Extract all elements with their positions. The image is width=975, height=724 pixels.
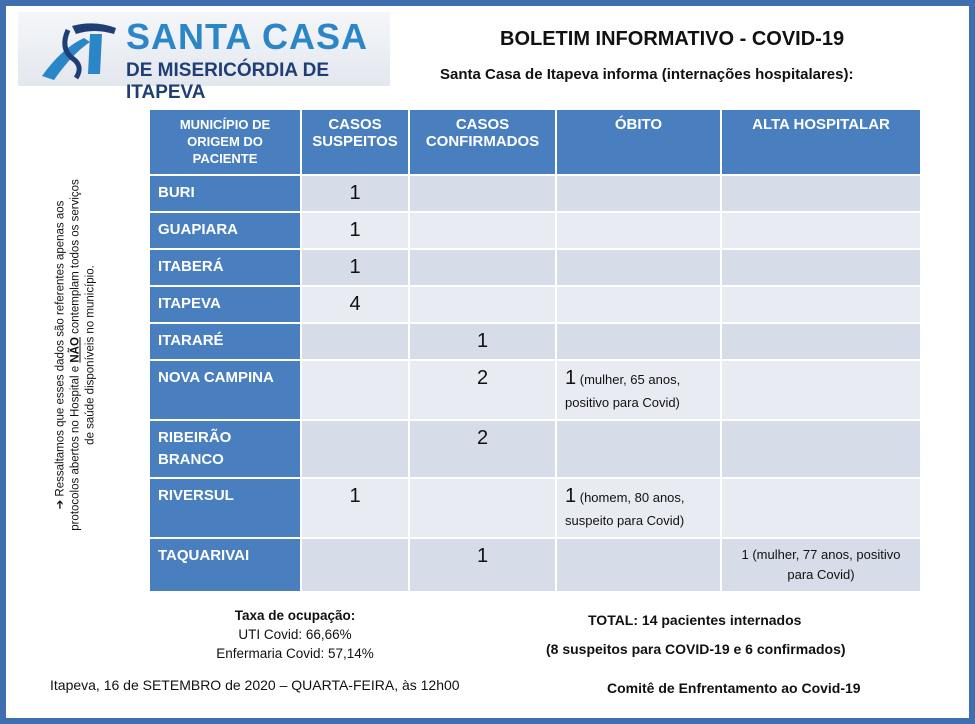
total-patients: TOTAL: 14 pacientes internados	[588, 612, 802, 628]
obito-cell: 1 (mulher, 65 anos, positivo para Covid)	[557, 361, 720, 419]
alta-cell	[722, 324, 920, 359]
obito-cell	[557, 176, 720, 211]
suspeitos-cell	[302, 324, 408, 359]
municipio-cell: TAQUARIVAI	[150, 539, 300, 591]
confirmados-cell	[410, 479, 555, 537]
obito-cell	[557, 324, 720, 359]
obito-cell	[557, 213, 720, 248]
col-suspeitos: CASOS SUSPEITOS	[302, 110, 408, 174]
table-row	[150, 361, 920, 419]
cases-table	[148, 108, 922, 593]
municipio-cell: ITABERÁ	[150, 250, 300, 285]
logo-title: SANTA CASA	[126, 16, 368, 57]
alta-cell	[722, 213, 920, 248]
confirmados-cell	[410, 176, 555, 211]
obito-cell	[557, 250, 720, 285]
municipio-cell: RIVERSUL	[150, 479, 300, 537]
table-row	[150, 213, 920, 248]
table-row	[150, 324, 920, 359]
suspeitos-cell: 1	[302, 213, 408, 248]
municipio-cell: RIBEIRÃO BRANCO	[150, 421, 300, 477]
arrow-icon: ➔	[54, 499, 67, 510]
confirmados-cell: 1	[410, 539, 555, 591]
obito-cell	[557, 421, 720, 477]
alta-cell: 1 (mulher, 77 anos, positivo para Covid)	[722, 539, 920, 591]
municipio-cell: NOVA CAMPINA	[150, 361, 300, 419]
confirmados-cell: 2	[410, 421, 555, 477]
side-disclaimer: ➔ Ressaltamos que esses dados são referentes apenas aos protocolos abertos no Hospital e NÃO contemplam todos os serviços de saúde disponíveis no município.	[54, 179, 97, 531]
bulletin-date: Itapeva, 16 de SETEMBRO de 2020 – QUARTA-FEIRA, às 12h00	[50, 677, 460, 693]
municipio-cell: BURI	[150, 176, 300, 211]
occupancy-label: Taxa de ocupação:	[234, 608, 356, 623]
municipio-cell: ITARARÉ	[150, 324, 300, 359]
table-row	[150, 479, 920, 537]
suspeitos-cell	[302, 421, 408, 477]
logo-emblem-icon	[32, 18, 122, 84]
table-row	[150, 287, 920, 322]
alta-cell	[722, 421, 920, 477]
col-obito: ÓBITO	[557, 110, 720, 174]
obito-cell	[557, 287, 720, 322]
confirmados-cell: 1	[410, 324, 555, 359]
table-row	[150, 421, 920, 477]
table-row	[150, 250, 920, 285]
obito-cell: 1 (homem, 80 anos, suspeito para Covid)	[557, 479, 720, 537]
suspeitos-cell: 4	[302, 287, 408, 322]
alta-cell	[722, 176, 920, 211]
total-breakdown: (8 suspeitos para COVID-19 e 6 confirmados)	[546, 641, 846, 657]
logo-subtitle: DE MISERICÓRDIA DE ITAPEVA	[126, 60, 330, 103]
confirmados-cell	[410, 250, 555, 285]
alta-cell	[722, 361, 920, 419]
obito-cell	[557, 539, 720, 591]
confirmados-cell: 2	[410, 361, 555, 419]
suspeitos-cell: 1	[302, 176, 408, 211]
hospital-logo	[18, 12, 390, 103]
suspeitos-cell	[302, 539, 408, 591]
table-header-row	[150, 110, 920, 174]
uti-rate: UTI Covid: 66,66%	[238, 627, 352, 642]
col-alta: ALTA HOSPITALAR	[722, 110, 920, 174]
bulletin-title: BOLETIM INFORMATIVO - COVID-19	[500, 28, 845, 50]
alta-cell	[722, 479, 920, 537]
col-confirmados: CASOS CONFIRMADOS	[410, 110, 555, 174]
confirmados-cell	[410, 287, 555, 322]
table-row	[150, 176, 920, 211]
suspeitos-cell: 1	[302, 479, 408, 537]
suspeitos-cell	[302, 361, 408, 419]
alta-cell	[722, 287, 920, 322]
committee-name: Comitê de Enfrentamento ao Covid-19	[607, 680, 861, 696]
bulletin-subtitle: Santa Casa de Itapeva informa (internações hospitalares):	[440, 66, 854, 83]
suspeitos-cell: 1	[302, 250, 408, 285]
occupancy-box	[210, 606, 380, 663]
municipio-cell: ITAPEVA	[150, 287, 300, 322]
table-row	[150, 539, 920, 591]
municipio-cell: GUAPIARA	[150, 213, 300, 248]
ward-rate: Enfermaria Covid: 57,14%	[216, 646, 374, 661]
confirmados-cell	[410, 213, 555, 248]
alta-cell	[722, 250, 920, 285]
col-municipio: MUNICÍPIO DE ORIGEM DO PACIENTE	[150, 110, 300, 174]
